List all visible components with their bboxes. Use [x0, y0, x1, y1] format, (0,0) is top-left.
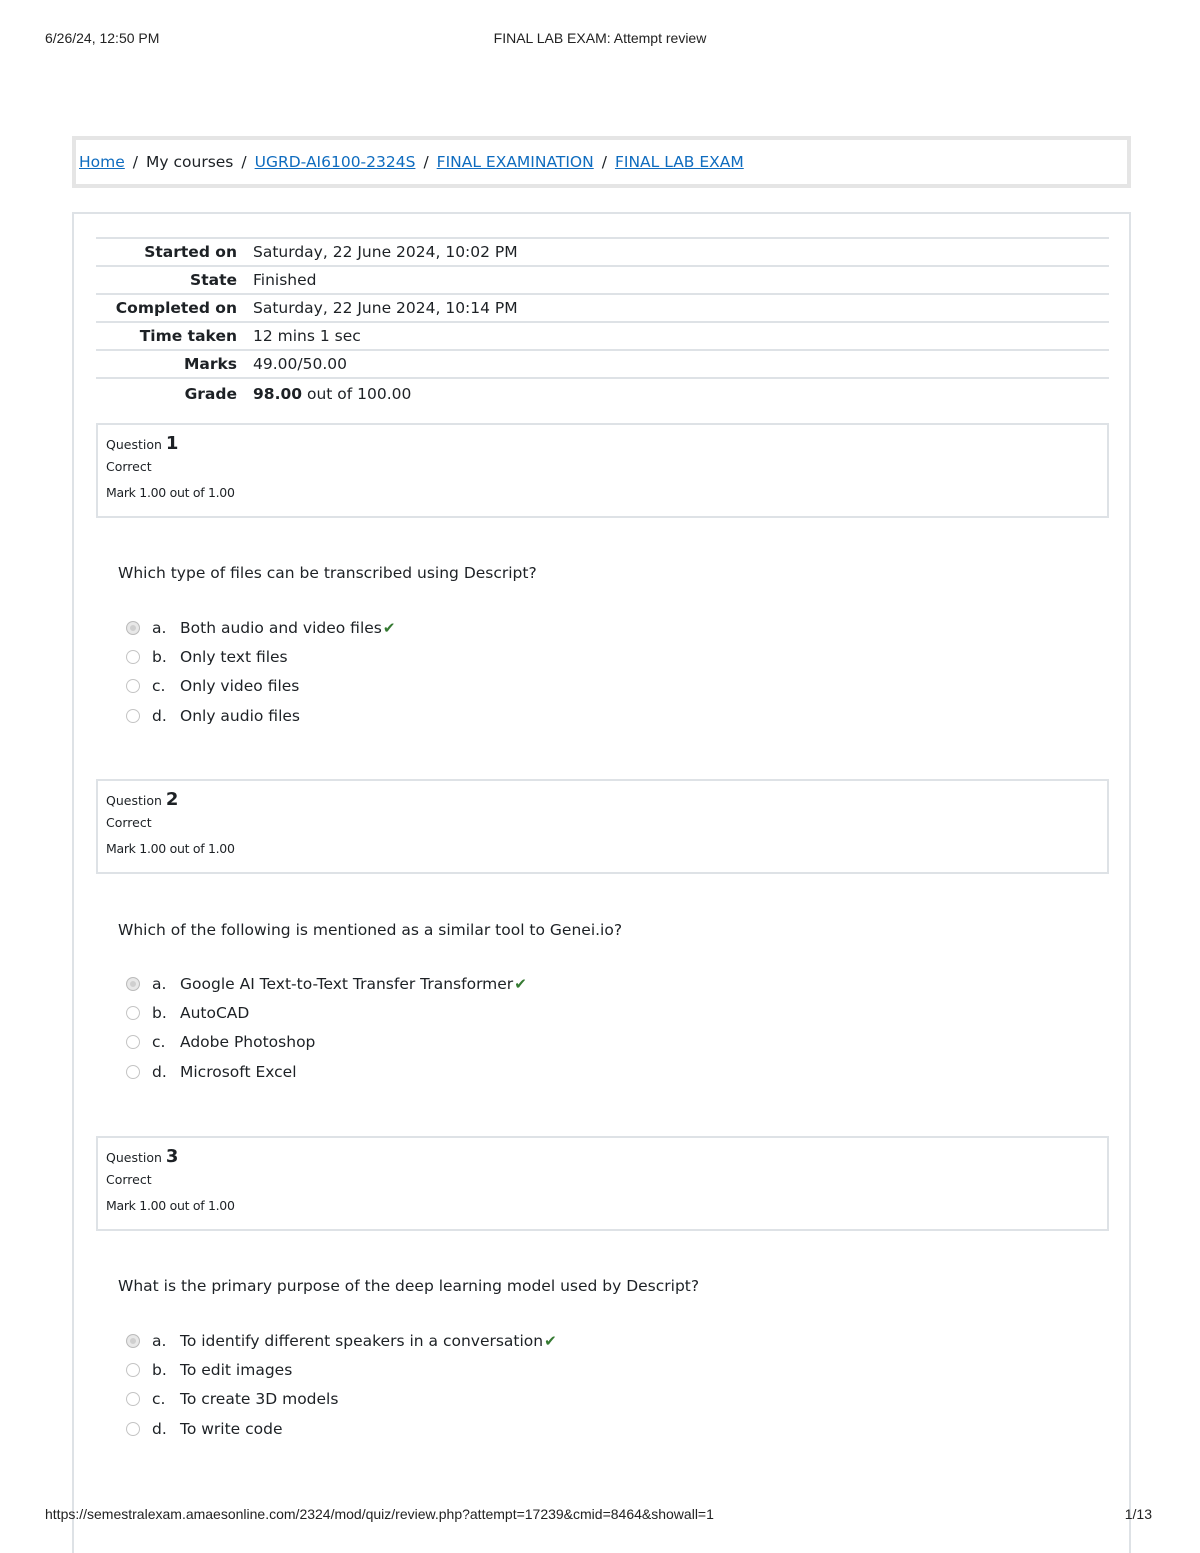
summary-label: Time taken — [139, 327, 237, 345]
summary-value — [253, 385, 411, 403]
summary-value: 12 mins 1 sec — [253, 327, 361, 345]
summary-label: Grade — [184, 385, 237, 403]
print-footer — [45, 1506, 1152, 1526]
answer-text: AutoCAD — [180, 1003, 250, 1022]
attempt-review-region — [72, 212, 1131, 1553]
answer-text: Adobe Photoshop — [180, 1033, 316, 1052]
radio-button[interactable] — [126, 1363, 140, 1377]
answer-text: Only video files — [180, 677, 300, 696]
attempt-summary-table — [96, 237, 1109, 409]
radio-button[interactable] — [126, 1006, 140, 1020]
answer-letter: c. — [152, 1033, 166, 1052]
grade-suffix: out of 100.00 — [302, 385, 412, 403]
radio-button[interactable] — [126, 1065, 140, 1079]
answer-text: To edit images — [180, 1360, 293, 1379]
question-text: What is the primary purpose of the deep learning model used by Descript? — [118, 1277, 700, 1295]
answer-option — [126, 1057, 527, 1086]
answer-list — [126, 613, 395, 730]
answer-letter: d. — [152, 1062, 167, 1081]
answer-text: Both audio and video files — [180, 618, 382, 637]
summary-row-time-taken — [96, 323, 1109, 351]
summary-label: Marks — [183, 355, 237, 373]
answer-list — [126, 969, 527, 1086]
summary-row-completed — [96, 295, 1109, 323]
summary-value: Finished — [253, 271, 317, 289]
answer-option — [126, 701, 395, 730]
question-text: Which of the following is mentioned as a similar tool to Genei.io? — [118, 921, 623, 939]
radio-button[interactable] — [126, 1422, 140, 1436]
breadcrumb-activity-link[interactable]: FINAL LAB EXAM — [614, 153, 744, 171]
radio-button[interactable] — [126, 977, 140, 991]
question-label: Question — [106, 793, 162, 808]
summary-label: State — [190, 271, 237, 289]
summary-value: Saturday, 22 June 2024, 10:14 PM — [253, 299, 518, 317]
question-number: 2 — [165, 789, 179, 810]
check-icon: ✔ — [544, 1331, 557, 1350]
print-title: FINAL LAB EXAM: Attempt review — [493, 30, 707, 46]
answer-option — [126, 1385, 557, 1414]
breadcrumb-separator: / — [601, 153, 607, 171]
answer-letter: a. — [152, 618, 167, 637]
breadcrumb-my-courses: My courses — [146, 153, 234, 171]
answer-option — [126, 1326, 557, 1355]
breadcrumb-home-link[interactable]: Home — [79, 153, 125, 171]
answer-text: To identify different speakers in a conversation — [180, 1331, 544, 1350]
print-url: https://semestralexam.amaesonline.com/2324/mod/quiz/review.php?attempt=17239&cmid=8464&showall=1 — [45, 1506, 714, 1522]
print-page-number: 1/13 — [1124, 1506, 1152, 1522]
radio-button[interactable] — [126, 650, 140, 664]
summary-row-marks — [96, 351, 1109, 379]
summary-row-grade — [96, 379, 1109, 409]
question-number: 1 — [165, 433, 179, 454]
answer-letter: d. — [152, 1419, 167, 1438]
answer-option — [126, 642, 395, 671]
question-info — [96, 1136, 1109, 1231]
summary-label: Started on — [144, 243, 237, 261]
grade-score: 98.00 — [253, 385, 303, 403]
answer-option — [126, 672, 395, 701]
print-datetime: 6/26/24, 12:50 PM — [45, 30, 160, 46]
question-grade: Mark 1.00 out of 1.00 — [106, 485, 235, 500]
radio-button[interactable] — [126, 1392, 140, 1406]
question-text: Which type of files can be transcribed using Descript? — [118, 564, 537, 582]
question-label: Question — [106, 437, 162, 452]
summary-row-state — [96, 267, 1109, 295]
answer-letter: b. — [152, 647, 167, 666]
answer-letter: b. — [152, 1360, 167, 1379]
question-info — [96, 779, 1109, 874]
answer-text: To write code — [180, 1419, 283, 1438]
summary-row-started — [96, 239, 1109, 267]
question-grade: Mark 1.00 out of 1.00 — [106, 841, 235, 856]
breadcrumb-separator: / — [132, 153, 139, 171]
breadcrumb-course-link[interactable]: UGRD-AI6100-2324S — [254, 153, 416, 171]
check-icon: ✔ — [382, 618, 396, 637]
answer-option — [126, 998, 527, 1027]
summary-label: Completed on — [115, 299, 237, 317]
answer-list — [126, 1326, 557, 1443]
answer-letter: c. — [152, 677, 166, 696]
radio-button[interactable] — [126, 621, 140, 635]
question-info — [96, 423, 1109, 518]
question-label: Question — [106, 1150, 162, 1165]
answer-text: Only audio files — [180, 706, 300, 725]
check-icon: ✔ — [514, 974, 527, 993]
summary-value: Saturday, 22 June 2024, 10:02 PM — [253, 243, 518, 261]
answer-text: Only text files — [180, 647, 288, 666]
question-number: 3 — [165, 1146, 179, 1167]
answer-option — [126, 1414, 557, 1443]
answer-letter: a. — [152, 974, 167, 993]
answer-letter: b. — [152, 1003, 167, 1022]
question-state: Correct — [106, 1172, 152, 1187]
answer-option — [126, 1355, 557, 1384]
radio-button[interactable] — [126, 679, 140, 693]
summary-value: 49.00/50.00 — [253, 355, 347, 373]
radio-button[interactable] — [126, 1334, 140, 1348]
breadcrumb-section-link[interactable]: FINAL EXAMINATION — [436, 153, 594, 171]
answer-text: Microsoft Excel — [180, 1062, 297, 1081]
question-grade: Mark 1.00 out of 1.00 — [106, 1198, 235, 1213]
answer-option — [126, 969, 527, 998]
breadcrumb-separator: / — [423, 153, 429, 171]
radio-button[interactable] — [126, 709, 140, 723]
answer-letter: d. — [152, 706, 167, 725]
answer-text: To create 3D models — [180, 1390, 339, 1409]
radio-button[interactable] — [126, 1035, 140, 1049]
breadcrumb — [72, 136, 1131, 188]
answer-letter: c. — [152, 1390, 166, 1409]
answer-option — [126, 1028, 527, 1057]
answer-letter: a. — [152, 1331, 167, 1350]
answer-option — [126, 613, 395, 642]
breadcrumb-separator: / — [241, 153, 247, 171]
answer-text: Google AI Text-to-Text Transfer Transformer — [180, 974, 514, 993]
question-state: Correct — [106, 815, 152, 830]
question-state: Correct — [106, 459, 152, 474]
print-header — [45, 30, 1155, 50]
